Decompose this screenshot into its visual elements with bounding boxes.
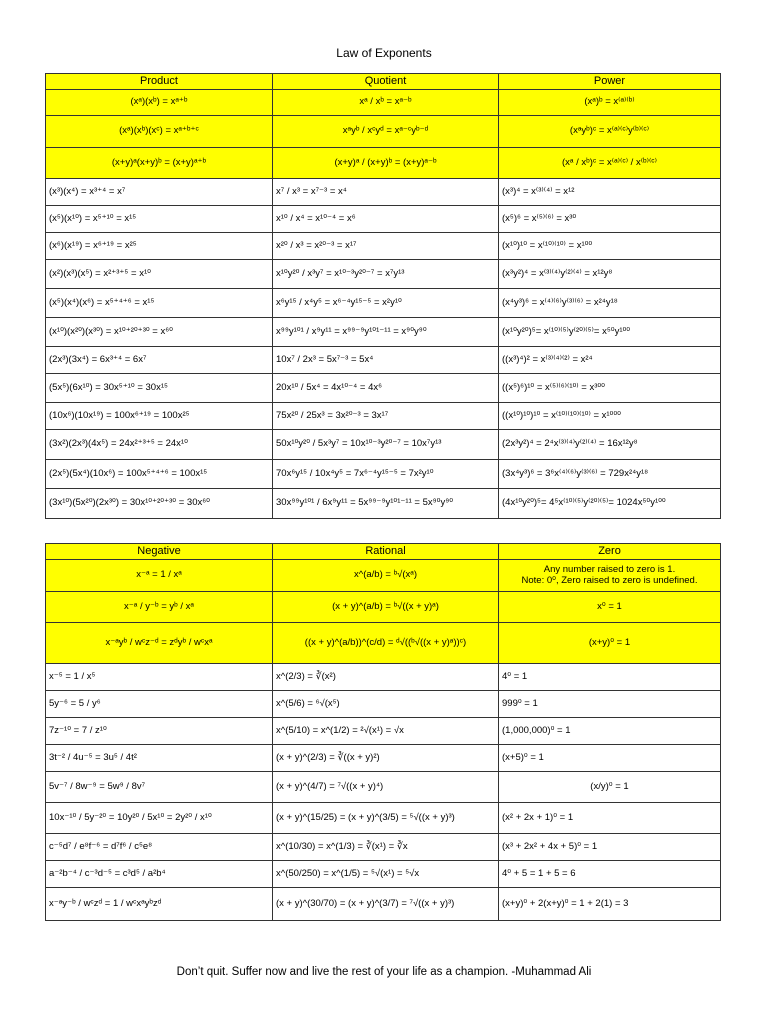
quotient-example: 75x²⁰ / 25x³ = 3x²⁰⁻³ = 3x¹⁷ <box>273 403 499 430</box>
negative-example: x⁻⁵ = 1 / x⁵ <box>46 664 273 691</box>
negative-example: 7z⁻¹⁰ = 7 / z¹⁰ <box>46 718 273 745</box>
power-example: (x⁴y³)⁶ = x⁽⁴⁾⁽⁶⁾y⁽³⁾⁽⁶⁾ = x²⁴y¹⁸ <box>499 289 721 318</box>
example-row <box>46 664 721 691</box>
zero-example: (1,000,000)⁰ = 1 <box>499 718 721 745</box>
product-rule: (x+y)ᵃ(x+y)ᵇ = (x+y)ᵃ⁺ᵇ <box>46 148 273 179</box>
negative-example: 3t⁻² / 4u⁻⁵ = 3u⁵ / 4t² <box>46 745 273 772</box>
header-negative: Negative <box>46 544 273 560</box>
zero-rule: (x+y)⁰ = 1 <box>499 623 721 664</box>
example-row <box>46 430 721 460</box>
rational-example: x^(10/30) = x^(1/3) = ∛(x¹) = ∛x <box>273 834 499 861</box>
negative-example: a⁻²b⁻⁴ / c⁻³d⁻⁵ = c³d⁵ / a²b⁴ <box>46 861 273 888</box>
example-row <box>46 834 721 861</box>
example-row <box>46 691 721 718</box>
product-example: (3x²)(2x³)(4x⁵) = 24x²⁺³⁺⁵ = 24x¹⁰ <box>46 430 273 460</box>
product-example: (10x⁶)(10x¹⁹) = 100x⁶⁺¹⁹ = 100x²⁵ <box>46 403 273 430</box>
example-row <box>46 206 721 233</box>
quotient-example: x¹⁰y²⁰ / x³y⁷ = x¹⁰⁻³y²⁰⁻⁷ = x⁷y¹³ <box>273 260 499 289</box>
power-example: (x⁵)⁶ = x⁽⁵⁾⁽⁶⁾ = x³⁰ <box>499 206 721 233</box>
product-example: (3x¹⁰)(5x²⁰)(2x³⁰) = 30x¹⁰⁺²⁰⁺³⁰ = 30x⁶⁰ <box>46 489 273 519</box>
power-example: (4x¹⁰y²⁰)⁵= 4⁵x⁽¹⁰⁾⁽⁵⁾y⁽²⁰⁾⁽⁵⁾= 1024x⁵⁰y¹⁰⁰ <box>499 489 721 519</box>
zero-rule-note: Note: 0⁰, Zero raised to zero is undefined. <box>521 574 698 586</box>
zero-example: (x/y)⁰ = 1 <box>499 772 721 803</box>
example-row <box>46 803 721 834</box>
table-header-row <box>46 544 721 560</box>
quotient-example: x¹⁰ / x⁴ = x¹⁰⁻⁴ = x⁶ <box>273 206 499 233</box>
product-example: (2x³)(3x⁴) = 6x³⁺⁴ = 6x⁷ <box>46 347 273 374</box>
zero-example: 4⁰ + 5 = 1 + 5 = 6 <box>499 861 721 888</box>
rational-rule: x^(a/b) = ᵇ√(xᵃ) <box>273 560 499 592</box>
header-quotient: Quotient <box>273 74 499 90</box>
negative-example: c⁻⁵d⁷ / e⁸f⁻⁶ = d⁷f⁶ / c⁵e⁸ <box>46 834 273 861</box>
header-power: Power <box>499 74 721 90</box>
zero-rule <box>499 560 721 592</box>
negative-rule: x⁻ᵃ = 1 / xᵃ <box>46 560 273 592</box>
power-example: (x³y²)⁴ = x⁽³⁾⁽⁴⁾y⁽²⁾⁽⁴⁾ = x¹²y⁸ <box>499 260 721 289</box>
rational-example: x^(5/6) = ⁶√(x⁵) <box>273 691 499 718</box>
example-row <box>46 772 721 803</box>
rule-row <box>46 560 721 592</box>
negative-rule: x⁻ᵃ / y⁻ᵇ = yᵇ / xᵃ <box>46 592 273 623</box>
power-example: ((x³)⁴)² = x⁽³⁾⁽⁴⁾⁽²⁾ = x²⁴ <box>499 347 721 374</box>
product-rule: (xᵃ)(xᵇ)(xᶜ) = xᵃ⁺ᵇ⁺ᶜ <box>46 116 273 148</box>
rule-row <box>46 116 721 148</box>
rational-example: x^(50/250) = x^(1/5) = ⁵√(x¹) = ⁵√x <box>273 861 499 888</box>
rule-row <box>46 148 721 179</box>
table-header-row <box>46 74 721 90</box>
power-example: ((x⁵)⁶)¹⁰ = x⁽⁵⁾⁽⁶⁾⁽¹⁰⁾ = x³⁰⁰ <box>499 374 721 403</box>
zero-example: 999⁰ = 1 <box>499 691 721 718</box>
quotient-rule: xᵃ / xᵇ = xᵃ⁻ᵇ <box>273 90 499 116</box>
example-row <box>46 403 721 430</box>
rational-example: x^(2/3) = ∛(x²) <box>273 664 499 691</box>
zero-example: (x+5)⁰ = 1 <box>499 745 721 772</box>
zero-example: (x² + 2x + 1)⁰ = 1 <box>499 803 721 834</box>
zero-example: (x³ + 2x² + 4x + 5)⁰ = 1 <box>499 834 721 861</box>
quotient-example: 30x⁹⁹y¹⁰¹ / 6x⁹y¹¹ = 5x⁹⁹⁻⁹y¹⁰¹⁻¹¹ = 5x⁹⁰y⁹⁰ <box>273 489 499 519</box>
rational-example: x^(5/10) = x^(1/2) = ²√(x¹) = √x <box>273 718 499 745</box>
quotient-example: 20x¹⁰ / 5x⁴ = 4x¹⁰⁻⁴ = 4x⁶ <box>273 374 499 403</box>
example-row <box>46 718 721 745</box>
example-row <box>46 347 721 374</box>
negative-example: 5v⁻⁷ / 8w⁻⁹ = 5w⁹ / 8v⁷ <box>46 772 273 803</box>
zero-rule: x⁰ = 1 <box>499 592 721 623</box>
quotient-example: x⁹⁹y¹⁰¹ / x⁹y¹¹ = x⁹⁹⁻⁹y¹⁰¹⁻¹¹ = x⁹⁰y⁹⁰ <box>273 318 499 347</box>
product-example: (x⁵)(x¹⁰) = x⁵⁺¹⁰ = x¹⁵ <box>46 206 273 233</box>
quotient-example: x²⁰ / x³ = x²⁰⁻³ = x¹⁷ <box>273 233 499 260</box>
example-row <box>46 374 721 403</box>
quotient-rule: (x+y)ᵃ / (x+y)ᵇ = (x+y)ᵃ⁻ᵇ <box>273 148 499 179</box>
power-example: (x³)⁴ = x⁽³⁾⁽⁴⁾ = x¹² <box>499 179 721 206</box>
power-rule: (xᵃyᵇ)ᶜ = x⁽ᵃ⁾⁽ᶜ⁾y⁽ᵇ⁾⁽ᶜ⁾ <box>499 116 721 148</box>
header-rational: Rational <box>273 544 499 560</box>
rule-row <box>46 592 721 623</box>
example-row <box>46 861 721 888</box>
product-example: (x⁵)(x⁴)(x⁶) = x⁵⁺⁴⁺⁶ = x¹⁵ <box>46 289 273 318</box>
zero-example: 4⁰ = 1 <box>499 664 721 691</box>
rational-rule: (x + y)^(a/b) = ᵇ√((x + y)ᵃ) <box>273 592 499 623</box>
rational-example: (x + y)^(4/7) = ⁷√((x + y)⁴) <box>273 772 499 803</box>
rational-rule: ((x + y)^(a/b))^(c/d) = ᵈ√((ᵇ√((x + y)ᵃ))ᶜ) <box>273 623 499 664</box>
rational-example: (x + y)^(2/3) = ∛((x + y)²) <box>273 745 499 772</box>
laws-table-product-quotient-power <box>45 73 721 519</box>
product-rule: (xᵃ)(xᵇ) = xᵃ⁺ᵇ <box>46 90 273 116</box>
power-example: (2x³y²)⁴ = 2⁴x⁽³⁾⁽⁴⁾y⁽²⁾⁽⁴⁾ = 16x¹²y⁸ <box>499 430 721 460</box>
example-row <box>46 489 721 519</box>
example-row <box>46 233 721 260</box>
negative-example: x⁻ᵃy⁻ᵇ / wᶜzᵈ = 1 / wᶜxᵃyᵇzᵈ <box>46 888 273 921</box>
negative-example: 10x⁻¹⁰ / 5y⁻²⁰ = 10y²⁰ / 5x¹⁰ = 2y²⁰ / x¹⁰ <box>46 803 273 834</box>
product-example: (x⁶)(x¹⁹) = x⁶⁺¹⁹ = x²⁵ <box>46 233 273 260</box>
quotient-rule: xᵃyᵇ / xᶜyᵈ = xᵃ⁻ᶜyᵇ⁻ᵈ <box>273 116 499 148</box>
power-rule: (xᵃ)ᵇ = x⁽ᵃ⁾⁽ᵇ⁾ <box>499 90 721 116</box>
example-row <box>46 260 721 289</box>
power-rule: (xᵃ / xᵇ)ᶜ = x⁽ᵃ⁾⁽ᶜ⁾ / x⁽ᵇ⁾⁽ᶜ⁾ <box>499 148 721 179</box>
product-example: (5x⁵)(6x¹⁰) = 30x⁵⁺¹⁰ = 30x¹⁵ <box>46 374 273 403</box>
quotient-example: 70x⁶y¹⁵ / 10x⁴y⁵ = 7x⁶⁻⁴y¹⁵⁻⁵ = 7x²y¹⁰ <box>273 460 499 489</box>
rational-example: (x + y)^(15/25) = (x + y)^(3/5) = ⁵√((x + y)³) <box>273 803 499 834</box>
zero-rule-line-1: Any number raised to zero is 1. <box>543 563 676 575</box>
power-example: ((x¹⁰)¹⁰)¹⁰ = x⁽¹⁰⁾⁽¹⁰⁾⁽¹⁰⁾ = x¹⁰⁰⁰ <box>499 403 721 430</box>
quotient-example: x⁷ / x³ = x⁷⁻³ = x⁴ <box>273 179 499 206</box>
product-example: (2x⁵)(5x⁴)(10x⁶) = 100x⁵⁺⁴⁺⁶ = 100x¹⁵ <box>46 460 273 489</box>
example-row <box>46 289 721 318</box>
example-row <box>46 888 721 921</box>
example-row <box>46 460 721 489</box>
page-title: Law of Exponents <box>336 46 432 60</box>
quotient-example: x⁶y¹⁵ / x⁴y⁵ = x⁶⁻⁴y¹⁵⁻⁵ = x²y¹⁰ <box>273 289 499 318</box>
power-example: (3x⁴y³)⁶ = 3⁶x⁽⁴⁾⁽⁶⁾y⁽³⁾⁽⁶⁾ = 729x²⁴y¹⁸ <box>499 460 721 489</box>
negative-example: 5y⁻⁶ = 5 / y⁶ <box>46 691 273 718</box>
laws-table-negative-rational-zero <box>45 543 721 921</box>
rational-example: (x + y)^(30/70) = (x + y)^(3/7) = ⁷√((x + y)³) <box>273 888 499 921</box>
example-row <box>46 745 721 772</box>
header-product: Product <box>46 74 273 90</box>
product-example: (x²)(x³)(x⁵) = x²⁺³⁺⁵ = x¹⁰ <box>46 260 273 289</box>
zero-example: (x+y)⁰ + 2(x+y)⁰ = 1 + 2(1) = 3 <box>499 888 721 921</box>
footer-quote: Don’t quit. Suffer now and live the rest of your life as a champion. -Muhammad Ali <box>176 966 592 978</box>
rule-row <box>46 623 721 664</box>
power-example: (x¹⁰)¹⁰ = x⁽¹⁰⁾⁽¹⁰⁾ = x¹⁰⁰ <box>499 233 721 260</box>
negative-rule: x⁻ᵃyᵇ / wᶜz⁻ᵈ = zᵈyᵇ / wᶜxᵃ <box>46 623 273 664</box>
example-row <box>46 179 721 206</box>
product-example: (x¹⁰)(x²⁰)(x³⁰) = x¹⁰⁺²⁰⁺³⁰ = x⁶⁰ <box>46 318 273 347</box>
power-example: (x¹⁰y²⁰)⁵= x⁽¹⁰⁾⁽⁵⁾y⁽²⁰⁾⁽⁵⁾= x⁵⁰y¹⁰⁰ <box>499 318 721 347</box>
quotient-example: 10x⁷ / 2x³ = 5x⁷⁻³ = 5x⁴ <box>273 347 499 374</box>
header-zero: Zero <box>499 544 721 560</box>
example-row <box>46 318 721 347</box>
product-example: (x³)(x⁴) = x³⁺⁴ = x⁷ <box>46 179 273 206</box>
quotient-example: 50x¹⁰y²⁰ / 5x³y⁷ = 10x¹⁰⁻³y²⁰⁻⁷ = 10x⁷y¹³ <box>273 430 499 460</box>
rule-row <box>46 90 721 116</box>
